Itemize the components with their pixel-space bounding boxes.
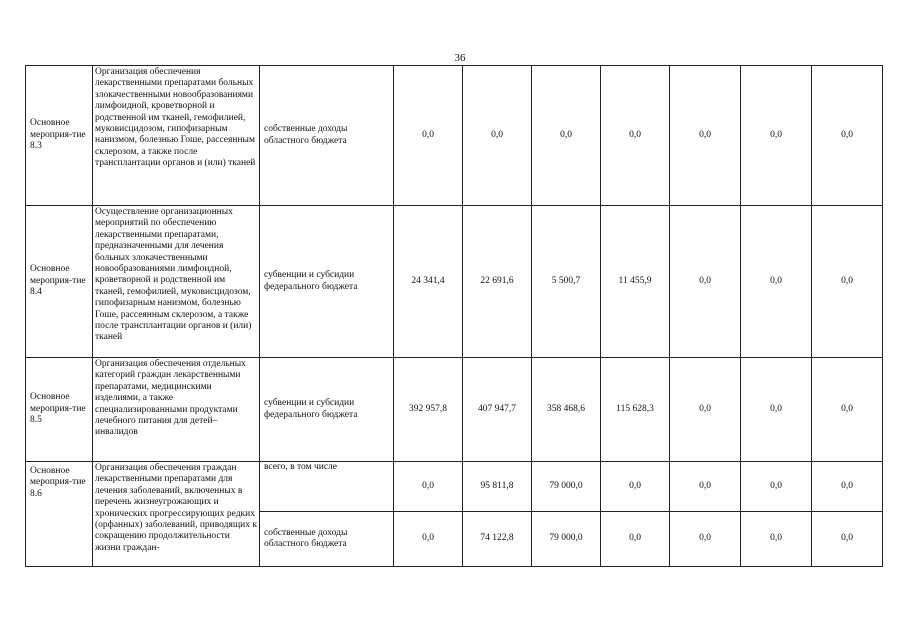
table-row (26, 206, 883, 358)
funding-source: собственные доходы областного бюджета (260, 512, 394, 567)
value-cell: 0,0 (394, 66, 463, 206)
value-cell: 407 947,7 (463, 358, 532, 462)
activity-name: Организация обеспечения отдельных категорий граждан лекарственными препаратами, медицинскими изделиями, а также специализированными продуктами лечебного питания для детей–инвалидов (93, 358, 260, 462)
value-cell: 358 468,6 (532, 358, 601, 462)
value-cell: 0,0 (670, 206, 741, 358)
value-cell: 0,0 (812, 512, 883, 567)
activity-id: Основное мероприя-тие 8.5 (26, 358, 93, 462)
value-cell: 0,0 (463, 66, 532, 206)
value-cell: 0,0 (741, 358, 812, 462)
value-cell: 79 000,0 (532, 462, 601, 512)
value-cell: 0,0 (741, 206, 812, 358)
value-cell: 0,0 (670, 66, 741, 206)
page-number: 36 (454, 52, 466, 64)
funding-source: субвенции и субсидии федерального бюджета (260, 206, 394, 358)
funding-source: субвенции и субсидии федерального бюджета (260, 358, 394, 462)
value-cell: 0,0 (812, 358, 883, 462)
value-cell: 5 500,7 (532, 206, 601, 358)
value-cell: 0,0 (812, 462, 883, 512)
table-row (26, 66, 883, 206)
value-cell: 0,0 (601, 462, 670, 512)
value-cell: 0,0 (812, 206, 883, 358)
activity-id: Основное мероприя-тие 8.6 (26, 462, 93, 567)
value-cell: 0,0 (601, 512, 670, 567)
value-cell: 0,0 (670, 462, 741, 512)
value-cell: 11 455,9 (601, 206, 670, 358)
value-cell: 0,0 (741, 462, 812, 512)
value-cell: 79 000,0 (532, 512, 601, 567)
budget-table (25, 65, 883, 567)
value-cell: 95 811,8 (463, 462, 532, 512)
value-cell: 115 628,3 (601, 358, 670, 462)
table-row (26, 462, 883, 512)
value-cell: 0,0 (741, 66, 812, 206)
value-cell: 0,0 (670, 358, 741, 462)
funding-source: собственные доходы областного бюджета (260, 66, 394, 206)
table-row (26, 358, 883, 462)
value-cell: 0,0 (812, 66, 883, 206)
activity-name: Осуществление организационных мероприятий по обеспечению лекарственными препаратами, предназначенными для лечения больных злокачественными новообразованиями лимфоидной, кроветворной и родственной им тканей, гемофилией, муковисцидозом, гипофизарным нанизмом, болезнью Гоше, рассеянным склерозом, а также после трансплантации органов и (или) тканей (93, 206, 260, 358)
activity-id: Основное мероприя-тие 8.4 (26, 206, 93, 358)
value-cell: 22 691,6 (463, 206, 532, 358)
value-cell: 0,0 (394, 462, 463, 512)
activity-name: Организация обеспечения лекарственными препаратами больных злокачественными новообразованиями лимфоидной, кроветворной и родственной им тканей, гемофилией, муковисцидозом, гипофизарным нанизмом, болезнью Гоше, рассеянным склерозом, а также после трансплантации органов и (или) тканей (93, 66, 260, 206)
value-cell: 0,0 (741, 512, 812, 567)
value-cell: 74 122,8 (463, 512, 532, 567)
activity-id: Основное мероприя-тие 8.3 (26, 66, 93, 206)
activity-name: Организация обеспечения граждан лекарственными препаратами для лечения заболеваний, включенных в перечень жизнеугрожающих и хронических прогрессирующих редких (орфанных) заболеваний, приводящих к сокращению продолжительности жизни граждан- (93, 462, 260, 567)
value-cell: 0,0 (532, 66, 601, 206)
value-cell: 392 957,8 (394, 358, 463, 462)
value-cell: 0,0 (670, 512, 741, 567)
value-cell: 0,0 (394, 512, 463, 567)
funding-source: всего, в том числе (260, 462, 394, 512)
value-cell: 24 341,4 (394, 206, 463, 358)
value-cell: 0,0 (601, 66, 670, 206)
